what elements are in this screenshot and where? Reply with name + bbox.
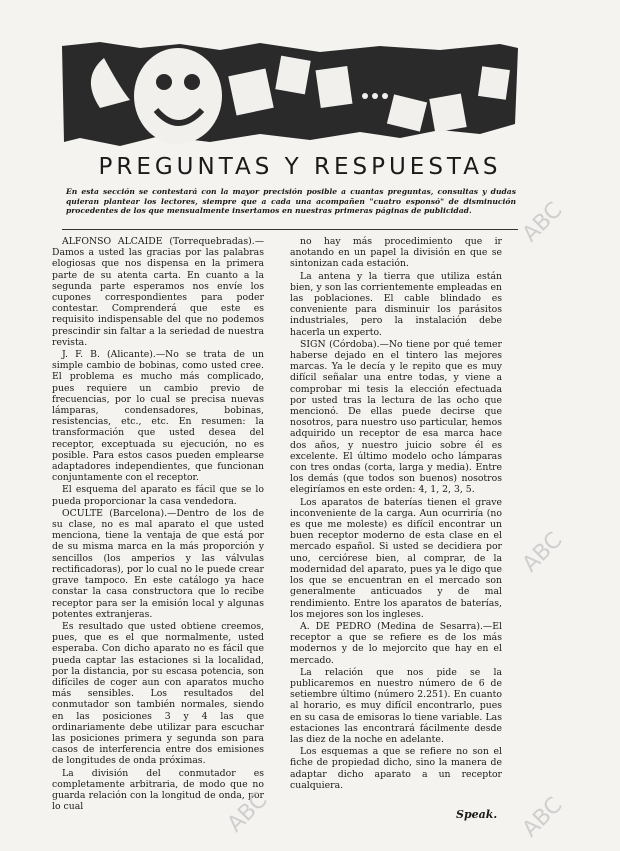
paragraph: OCULTE (Barcelona).—Dentro de los de su clase, no es mal aparato el que usted menciona, tiene la ventaja de que está por de su misma marca en la más proporción y sencillos (los amperios y las válvulas rectificadoras), por lo cual no le puede crear grave tampoco. En este catálogo ya hace constar la casa constructora que lo recibe receptor para ser la emisión local y algunas potentes extranjeras. bbox=[52, 507, 264, 620]
paragraph: El esquema del aparato es fácil que se lo pueda proporcionar la casa vendedora. bbox=[52, 484, 264, 507]
letter-block-5 bbox=[429, 93, 466, 132]
signature: Speak. bbox=[456, 808, 498, 821]
watermark: ABC bbox=[517, 792, 568, 843]
right-column bbox=[290, 236, 502, 792]
dot-3 bbox=[382, 93, 388, 99]
intro-text: En esta sección se contestará con la mayor precisión posible a cuantas preguntas, consultas y dudas quieran plantear los lectores, siempre que a cada una acompañen "cuatro esponsó" de disminución procedentes de los que mensualmente insertamos en nuestras primeras páginas de publicidad. bbox=[66, 187, 516, 216]
cartoon-eye-left bbox=[156, 74, 172, 90]
letter-block-6 bbox=[478, 66, 510, 100]
paragraph: Los esquemas a que se refiere no son el fiche de propiedad dicho, sino la manera de adaptar dicho aparato a un receptor cualquiera. bbox=[290, 746, 502, 791]
cartoon-eye-right bbox=[184, 74, 200, 90]
letter-block-3 bbox=[316, 66, 353, 108]
letter-block-1 bbox=[228, 68, 273, 115]
watermark: ABC bbox=[517, 197, 568, 248]
dot-1 bbox=[362, 93, 368, 99]
paragraph: J. F. B. (Alicante).—No se trata de un simple cambio de bobinas, como usted cree. El problema es mucho más complicado, pues requiere un cambio previo de frecuencias, por lo cual se precisa nuevas lámparas, condensadores, bobinas, resistencias, etc., etc. En resumen: la transformación que usted desea del receptor, exceptuada su ejecución, no es posible. Para estos casos pueden emplearse adaptadores independientes, que funcionan conjuntamente con el receptor. bbox=[52, 349, 264, 484]
watermark: ABC bbox=[222, 787, 273, 838]
divider bbox=[62, 229, 518, 230]
watermark: ABC bbox=[517, 527, 568, 578]
paragraph: SIGN (Córdoba).—No tiene por qué temer haberse dejado en el tintero las mejores marcas. Ya le decía y le repito que es muy difícil señalar una entre todas, y viene a comprobar mi tesis la elección efectuada por usted tras la lectura de las ocho que mencionó. De ellas puede decirse que nosotros, para nuestro uso particular, hemos adquirido un receptor de esa marca hace dos años, y nuestro juicio sobre él es excelente. El último modelo ocho lámparas con tres ondas (corta, larga y media). Entre los demás (que todos son buenos) nosotros elegiríamos en este orden: 4, 1, 2, 3, 5. bbox=[290, 338, 502, 496]
paragraph: Los aparatos de baterías tienen el grave inconveniente de la carga. Aun ocurriría (no es que me moleste) es difícil encontrar un buen receptor moderno de esta clase en el mercado español. Si usted se decidiera por uno, cerciórese bien, al comprar, de la modernidad del aparato, pues ya le digo que los que se encuentran en el mercado son generalmente anticuados y de mal rendimiento. Entre los aparatos de baterías, los mejores son los ingleses. bbox=[290, 496, 502, 620]
paragraph: La división del conmutador es completamente arbitraria, de modo que no guarda relación con la longitud de onda, por lo cual bbox=[52, 767, 264, 813]
paragraph: La antena y la tierra que utiliza están bien, y son las corrientemente empleadas en las poblaciones. El cable blindado es conveniente para disminuir los parásitos industriales, pero la instalación debe hacerla un experto. bbox=[290, 270, 502, 338]
letter-block-2 bbox=[275, 56, 310, 95]
paragraph: ALFONSO ALCAIDE (Torrequebradas).—Damos a usted las gracias por las palabras elogiosas que nos dispensa en la primera parte de su atenta carta. En cuanto a la segunda parte esperamos nos envíe los cupones correspondientes para poder contestar. Comprenderá que este es requisito indispensable del que no podemos prescindir sin faltar a la seriedad de nuestra revista. bbox=[52, 236, 264, 348]
cartoon-head bbox=[134, 48, 222, 144]
paragraph: Es resultado que usted obtiene creemos, pues, que es el que normalmente, usted esperaba. Con dicho aparato no es fácil que pueda captar las estaciones si la localidad, por la distancia, por su escasa potencia, son difíciles de coger aun con aparatos mucho más sensibles. Los resultados del conmutador son también normales, siendo en las posiciones 3 y 4 las que ordinariamente debe utilizar para escuchar las posiciones primera y segunda son para casos de interferencia entre dos emisiones de longitudes de onda próximas. bbox=[52, 620, 264, 767]
left-column bbox=[52, 236, 264, 813]
paragraph: no hay más procedimiento que ir anotando en un papel la división en que se sintonizan cada estación. bbox=[290, 236, 502, 270]
paragraph: A. DE PEDRO (Medina de Sesarra).—El receptor a que se refiere es de los más modernos y de lo mejorcito que hay en el mercado. bbox=[290, 620, 502, 666]
paragraph: La relación que nos pide se la publicaremos en nuestro número de 6 de setiembre último (número 2.251). En cuanto al horario, es muy difícil encontrarlo, pues en su casa de emisoras lo tiene variable. Las estaciones las encontrará fácilmente desde las diez de la noche en adelante. bbox=[290, 666, 502, 745]
header-illustration bbox=[60, 38, 520, 150]
page-title: PREGUNTAS Y RESPUESTAS bbox=[98, 154, 502, 180]
dot-2 bbox=[372, 93, 378, 99]
